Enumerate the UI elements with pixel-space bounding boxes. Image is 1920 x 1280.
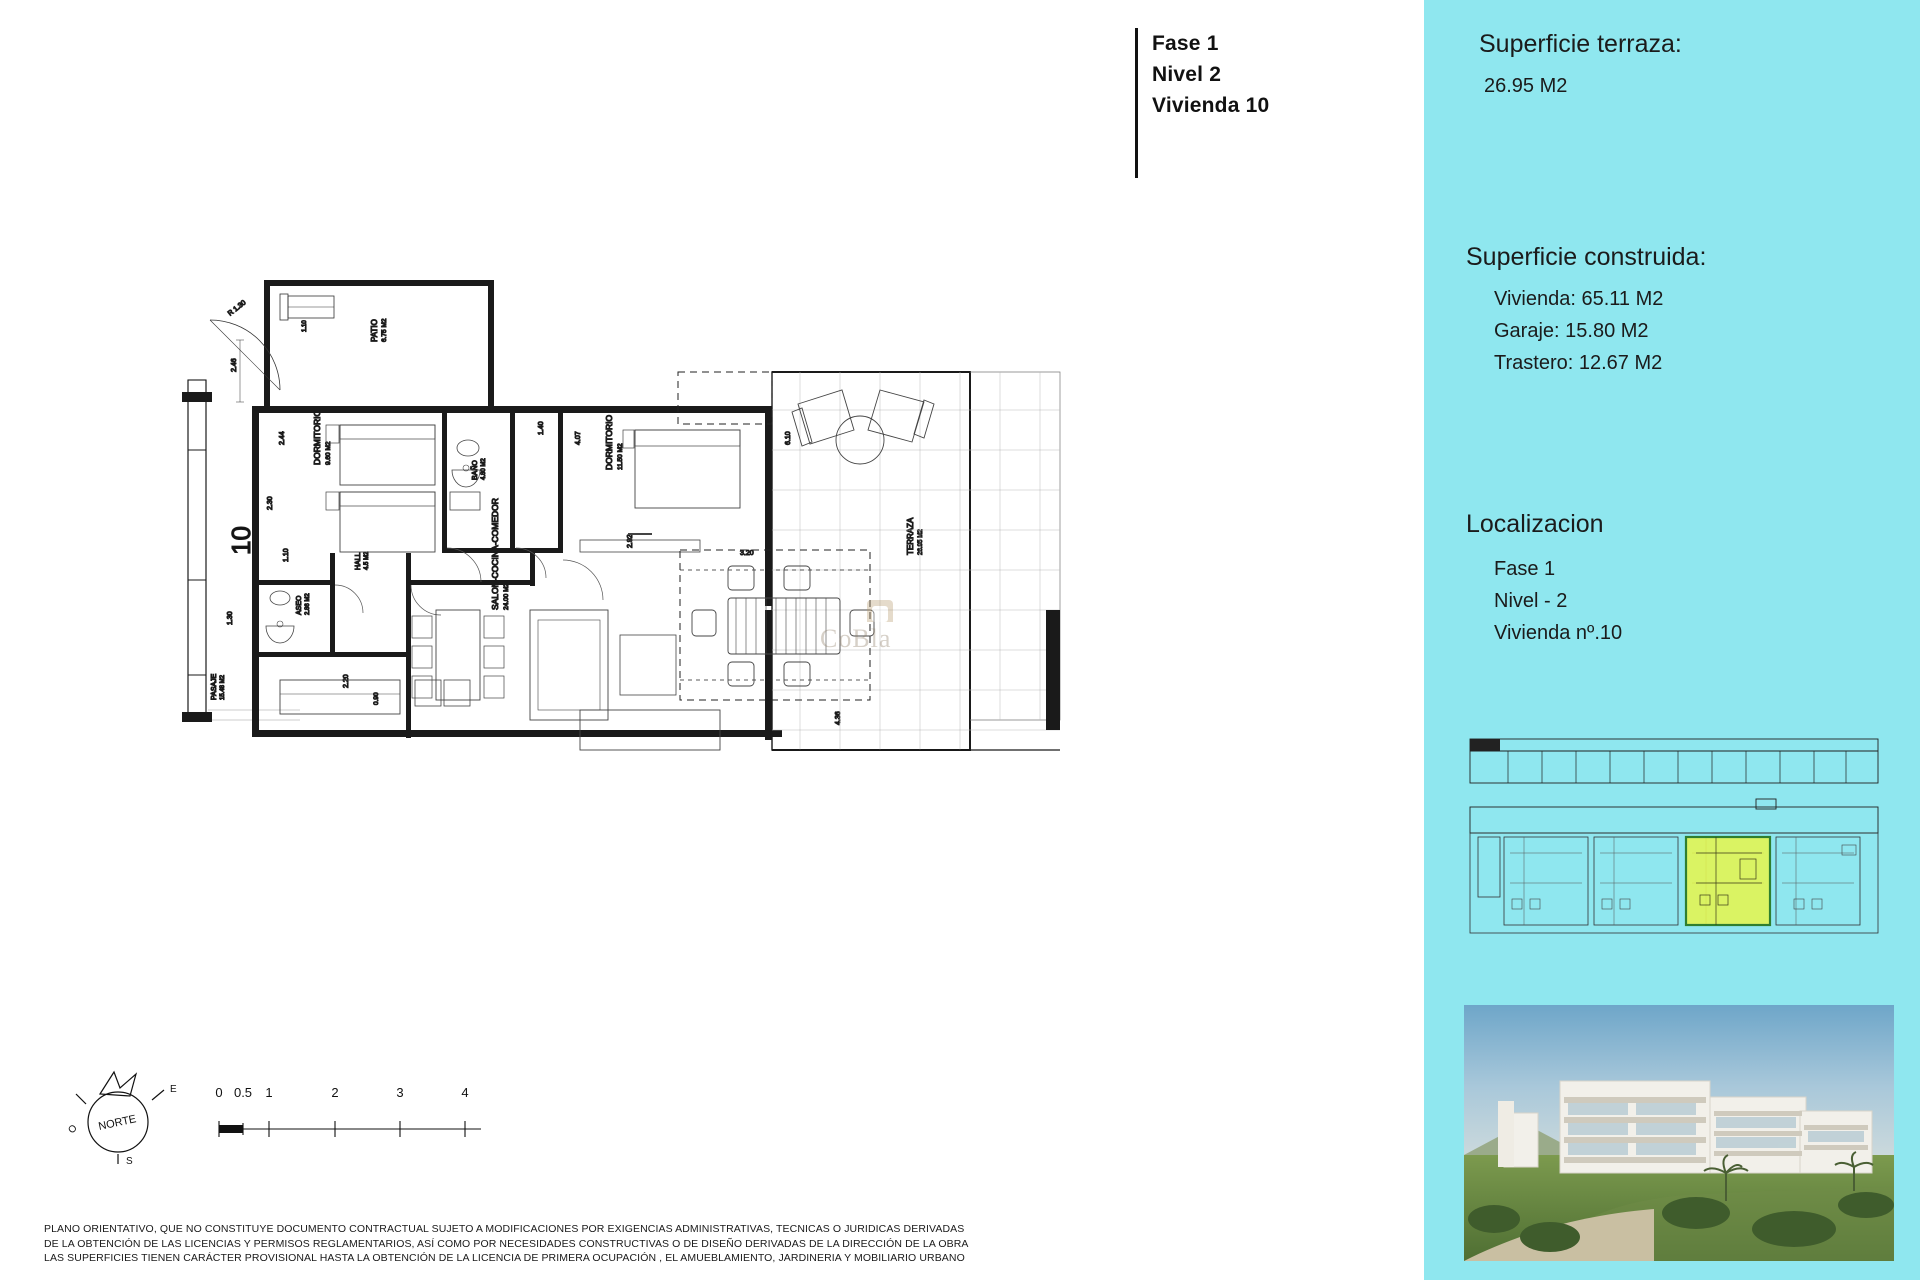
floor-plan-drawing xyxy=(180,280,1260,920)
watermark-logo-icon xyxy=(867,600,893,622)
svg-text:2.92: 2.92 xyxy=(627,534,634,548)
watermark-text: CoBla xyxy=(820,624,892,653)
built-area-heading: Superficie construida: xyxy=(1466,243,1707,271)
title-unit: Vivienda 10 xyxy=(1152,94,1270,117)
svg-text:ASEO: ASEO xyxy=(296,595,303,615)
svg-text:4.5 M2: 4.5 M2 xyxy=(364,551,370,570)
svg-text:4.07: 4.07 xyxy=(575,431,582,445)
scale-tick: 4 xyxy=(461,1085,469,1100)
terrace-area-heading: Superficie terraza: xyxy=(1479,30,1682,58)
svg-text:24.00 M2: 24.00 M2 xyxy=(503,582,510,610)
svg-text:PATIO: PATIO xyxy=(370,319,379,342)
svg-text:2.46: 2.46 xyxy=(231,358,238,372)
title-level: Nivel 2 xyxy=(1152,63,1222,86)
built-area-dwelling: Vivienda: 65.11 M2 xyxy=(1494,288,1664,310)
disclaimer-line-1: PLANO ORIENTATIVO, QUE NO CONSTITUYE DOCUMENTO CONTRACTUAL SUJETO A MODIFICACIONES POR EXIGENCIAS ADMINISTRATIVAS, TECNICAS O JURIDICAS DERIVADAS xyxy=(44,1223,965,1235)
svg-text:3.20: 3.20 xyxy=(740,550,754,557)
svg-text:S: S xyxy=(126,1156,133,1167)
scale-bar xyxy=(215,1085,490,1145)
key-plan-diagram xyxy=(1464,733,1884,948)
svg-text:2.44: 2.44 xyxy=(279,431,286,445)
scale-tick: 0.5 xyxy=(233,1085,253,1100)
svg-text:1.40: 1.40 xyxy=(538,421,545,435)
built-area-storage: Trastero: 12.67 M2 xyxy=(1494,352,1663,374)
info-side-panel xyxy=(1424,0,1920,1280)
svg-text:4.80 M2: 4.80 M2 xyxy=(481,458,487,480)
svg-text:BAÑO: BAÑO xyxy=(472,460,479,480)
scale-tick: 2 xyxy=(331,1085,339,1100)
svg-text:SALON-COCINA-COMEDOR: SALON-COCINA-COMEDOR xyxy=(490,498,500,610)
svg-text:1.30: 1.30 xyxy=(227,611,234,625)
svg-text:6.10: 6.10 xyxy=(785,431,792,445)
title-phase: Fase 1 xyxy=(1152,32,1219,55)
location-unit: Vivienda nº.10 xyxy=(1494,622,1623,644)
terrace-area-value: 26.95 M2 xyxy=(1484,75,1568,97)
scale-tick: 0 xyxy=(215,1085,223,1100)
svg-text:11.50 M2: 11.50 M2 xyxy=(617,443,624,470)
svg-text:26.95 M2: 26.95 M2 xyxy=(917,529,924,555)
svg-text:4.36: 4.36 xyxy=(835,711,842,725)
location-level: Nivel - 2 xyxy=(1494,590,1568,612)
svg-text:6.75 M2: 6.75 M2 xyxy=(381,318,388,342)
svg-text:0.90: 0.90 xyxy=(373,692,380,705)
svg-text:10: 10 xyxy=(226,526,256,555)
svg-text:9.60 M2: 9.60 M2 xyxy=(325,441,332,465)
svg-text:2.86 M2: 2.86 M2 xyxy=(305,593,311,615)
built-area-garage: Garaje: 15.80 M2 xyxy=(1494,320,1649,342)
north-compass xyxy=(60,1060,200,1170)
svg-text:NORTE: NORTE xyxy=(97,1113,138,1133)
svg-text:2.20: 2.20 xyxy=(343,674,350,688)
svg-text:PASAJE: PASAJE xyxy=(211,673,218,700)
svg-text:1.10: 1.10 xyxy=(302,320,308,332)
svg-text:2.30: 2.30 xyxy=(267,496,274,510)
disclaimer-text xyxy=(44,1222,984,1266)
location-phase: Fase 1 xyxy=(1494,558,1556,580)
building-render-image xyxy=(1464,1005,1894,1261)
scale-tick: 3 xyxy=(396,1085,404,1100)
scale-tick: 1 xyxy=(265,1085,273,1100)
svg-text:E: E xyxy=(170,1084,177,1095)
svg-text:DORMITORIO: DORMITORIO xyxy=(312,409,322,465)
svg-text:15.48 M2: 15.48 M2 xyxy=(220,674,226,700)
svg-text:1.10: 1.10 xyxy=(283,548,290,562)
location-heading: Localizacion xyxy=(1466,510,1604,538)
disclaimer-line-3: LAS SUPERFICIES TIENEN CARÁCTER PROVISIONAL HASTA LA OBTENCIÓN DE LA LICENCIA DE PRIMERA OCUPACIÓN , EL AMUEBLAMIENTO, JARDINERIA Y MOBILIARIO URBANO xyxy=(44,1252,965,1264)
svg-text:HALL: HALL xyxy=(355,552,362,570)
disclaimer-line-2: DE LA OBTENCIÓN DE LAS LICENCIAS Y PERMISOS REGLAMENTARIOS, ASÍ COMO POR NECESIDADES CONSTRUCTIVAS O DE DISEÑO DERIVADAS DE LA DIRECCIÓN DE LA OBRA xyxy=(44,1237,969,1250)
svg-text:R 1.30: R 1.30 xyxy=(226,299,248,318)
watermark xyxy=(820,600,940,670)
svg-text:O: O xyxy=(66,1122,80,1137)
svg-text:TERRAZA: TERRAZA xyxy=(906,517,915,555)
svg-text:DORMITORIO: DORMITORIO xyxy=(604,414,614,470)
title-block xyxy=(1135,28,1269,178)
